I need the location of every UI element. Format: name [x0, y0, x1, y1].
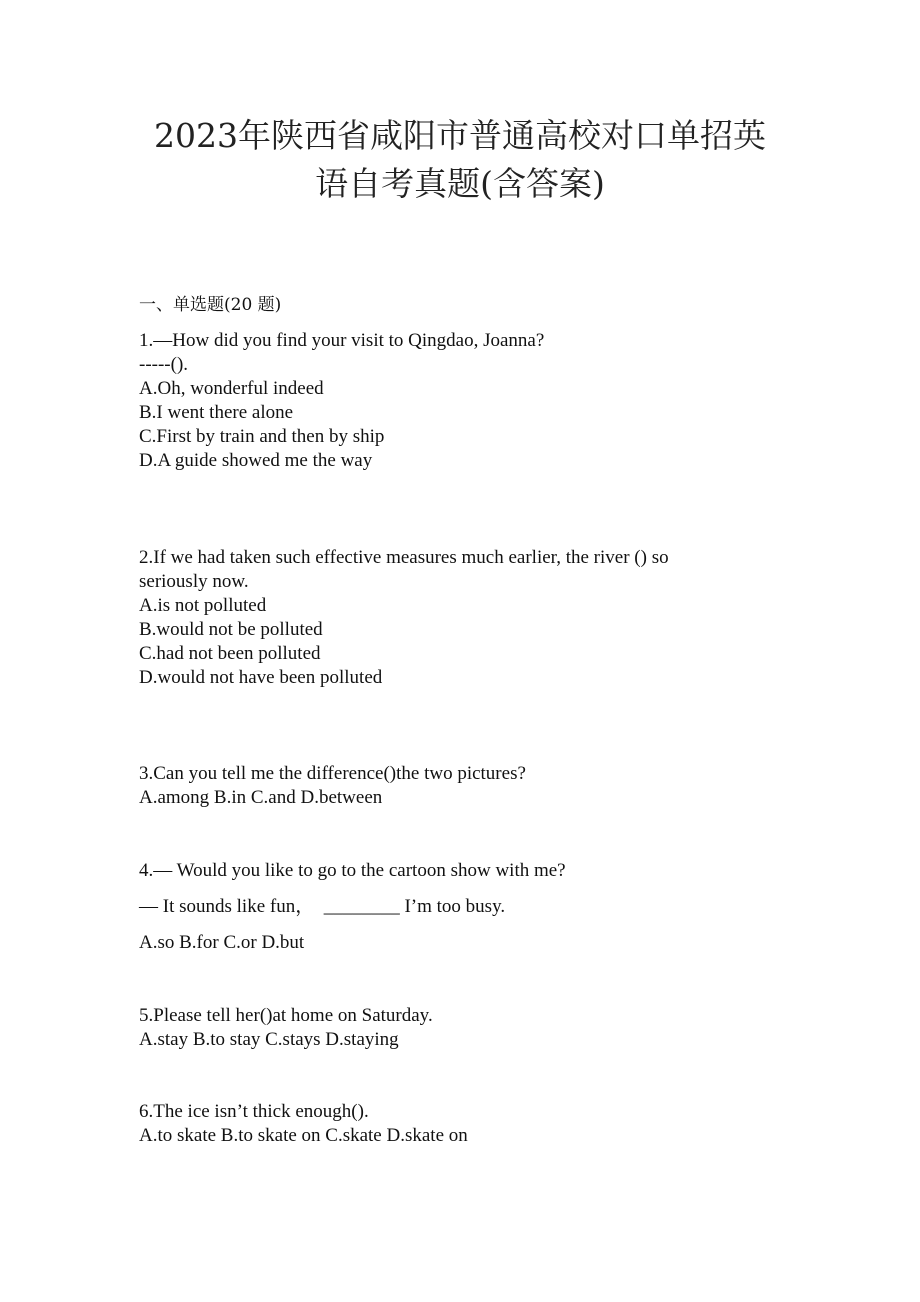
- question-1-option-b: B.I went there alone: [139, 402, 294, 423]
- question-5-text: 5.Please tell her()at home on Saturday.: [139, 1005, 433, 1026]
- question-2-text-cont: seriously now.: [139, 571, 249, 592]
- question-2-option-c: C.had not been polluted: [139, 643, 321, 664]
- question-3-text: 3.Can you tell me the difference()the two pictures?: [139, 763, 526, 784]
- question-1-blank: -----().: [139, 354, 189, 375]
- document-title-line-2: 语自考真题(含答案): [315, 164, 605, 203]
- document-title-line-1: 2023年陕西省咸阳市普通高校对口单招英: [154, 116, 766, 155]
- question-4-options: A.so B.for C.or D.but: [139, 932, 305, 953]
- question-1-text: 1.—How did you find your visit to Qingdao, Joanna?: [139, 330, 545, 351]
- question-4-text: 4.— Would you like to go to the cartoon show with me?: [139, 860, 566, 881]
- question-5-options: A.stay B.to stay C.stays D.staying: [139, 1029, 399, 1050]
- question-3-options: A.among B.in C.and D.between: [139, 787, 383, 808]
- question-4-response: — It sounds like fun， ________ I’m too busy.: [139, 896, 506, 917]
- question-2-text: 2.If we had taken such effective measures much earlier, the river () so: [139, 547, 669, 568]
- question-1-option-c: C.First by train and then by ship: [139, 426, 385, 447]
- question-2-option-b: B.would not be polluted: [139, 619, 323, 640]
- question-6-options: A.to skate B.to skate on C.skate D.skate on: [139, 1125, 468, 1146]
- section-heading: 一、单选题(20 题): [139, 295, 282, 315]
- question-6-text: 6.The ice isn’t thick enough().: [139, 1101, 369, 1122]
- question-2-option-d: D.would not have been polluted: [139, 667, 383, 688]
- question-2-option-a: A.is not polluted: [139, 595, 267, 616]
- question-1-option-d: D.A guide showed me the way: [139, 450, 373, 471]
- question-1-option-a: A.Oh, wonderful indeed: [139, 378, 324, 399]
